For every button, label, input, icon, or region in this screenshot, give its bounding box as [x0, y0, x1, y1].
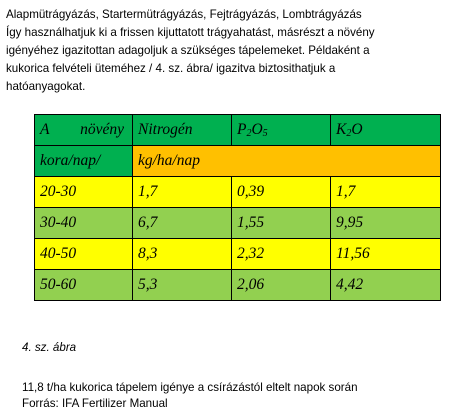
- figure-caption: 4. sz. ábra: [22, 341, 77, 354]
- header-plant-age-unit: kora/nap/: [35, 146, 133, 177]
- cell-age: 30-40: [35, 208, 133, 239]
- table-unit-row: [35, 146, 441, 177]
- intro-line: Így használhatjuk ki a frissen kijuttatott trágyahatást, másrészt a növény: [6, 26, 375, 39]
- header-plant-age-word2: növény: [80, 121, 124, 138]
- footer-source: Forrás: IFA Fertilizer Manual: [22, 397, 168, 410]
- cell-p2o5: 0,39: [232, 177, 331, 208]
- header-p2o5: [232, 115, 331, 146]
- cell-p2o5: 2,32: [232, 239, 331, 270]
- table-header-row: [35, 115, 441, 146]
- header-p2o5-p: P: [237, 121, 247, 138]
- cell-age: 50-60: [35, 270, 133, 301]
- table-row: [35, 208, 441, 239]
- cell-nitrogen: 8,3: [133, 239, 232, 270]
- cell-nitrogen: 6,7: [133, 208, 232, 239]
- cell-age: 20-30: [35, 177, 133, 208]
- cell-k2o: 9,95: [331, 208, 441, 239]
- header-nitrogen: Nitrogén: [133, 115, 232, 146]
- header-k2o-sub: 2: [346, 128, 352, 139]
- header-p2o5-sub1: 2: [246, 128, 252, 139]
- cell-nitrogen: 5,3: [133, 270, 232, 301]
- intro-paragraph: [6, 6, 452, 96]
- header-p2o5-o: O: [251, 121, 263, 138]
- intro-line: hatóanyagokat.: [6, 80, 86, 93]
- cell-k2o: 1,7: [331, 177, 441, 208]
- cell-p2o5: 2,06: [232, 270, 331, 301]
- footer-description: 11,8 t/ha kukorica tápelem igénye a csírázástól eltelt napok során: [22, 381, 358, 394]
- cell-k2o: 11,56: [331, 239, 441, 270]
- intro-line: Alapmütrágyázás, Startermütrágyázás, Fejtrágyázás, Lombtrágyázás: [6, 8, 362, 21]
- cell-age: 40-50: [35, 239, 133, 270]
- cell-k2o: 4,42: [331, 270, 441, 301]
- footer-text: [22, 380, 358, 412]
- header-k2o: [331, 115, 441, 146]
- header-plant-age: [35, 115, 133, 146]
- table-row: [35, 239, 441, 270]
- cell-p2o5: 1,55: [232, 208, 331, 239]
- table-row: [35, 177, 441, 208]
- table-row: [35, 270, 441, 301]
- cell-nitrogen: 1,7: [133, 177, 232, 208]
- intro-line: kukorica felvételi üteméhez / 4. sz. ábra/ igazitva biztosithatjuk a: [6, 62, 336, 75]
- header-k2o-o: O: [351, 121, 363, 138]
- nutrient-table: [34, 114, 441, 301]
- header-unit: kg/ha/nap: [133, 146, 441, 177]
- intro-line: igényéhez igazitottan adagoljuk a szükséges tápelemeket. Példaként a: [6, 44, 370, 57]
- header-k2o-k: K: [336, 121, 347, 138]
- header-p2o5-sub2: 5: [262, 128, 268, 139]
- header-plant-age-word1: A: [40, 121, 50, 138]
